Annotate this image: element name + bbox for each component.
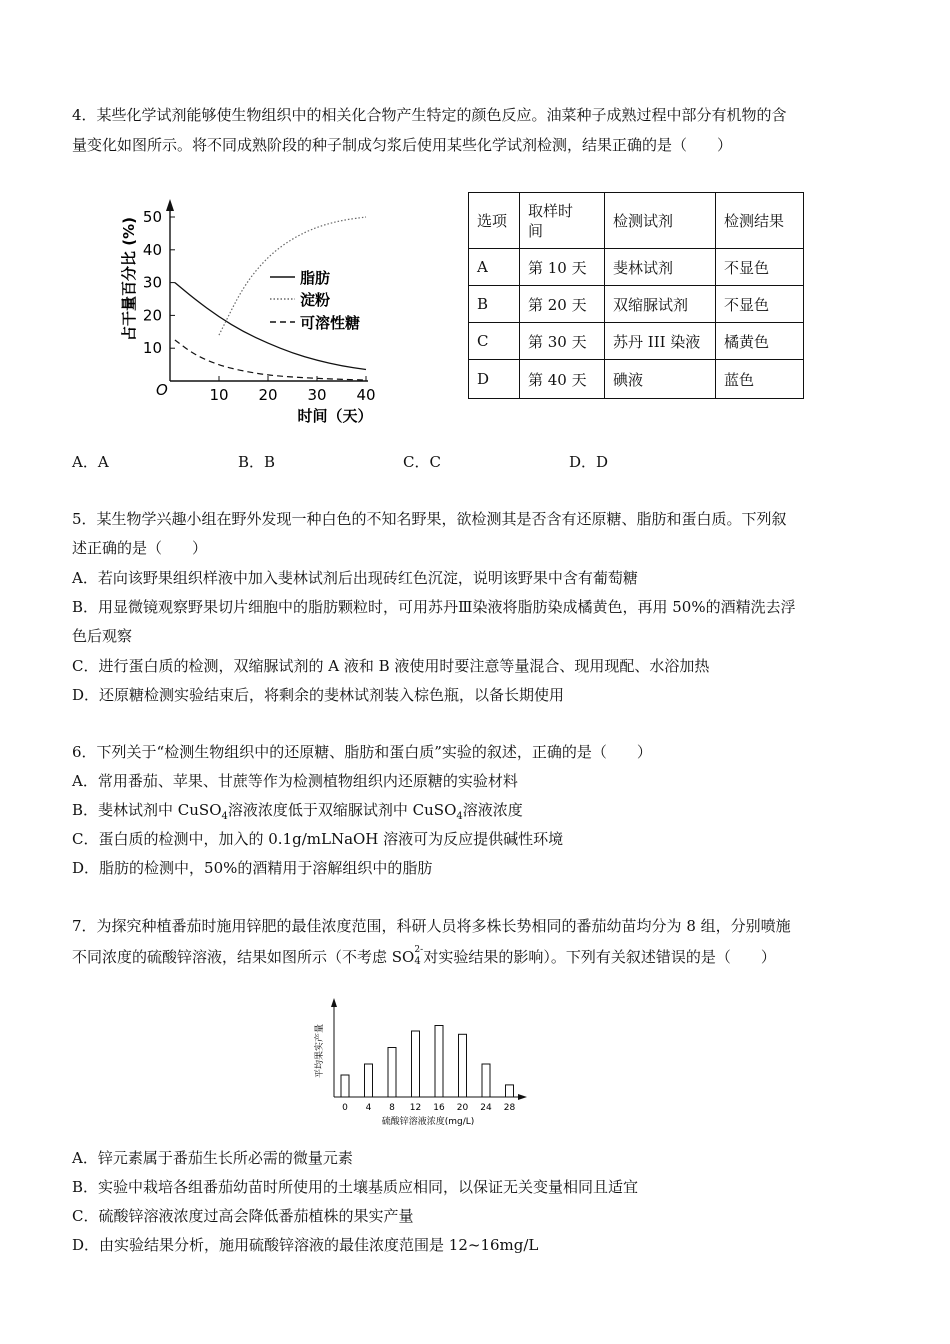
q5-stem-line-2: 述正确的是（ ） [72, 539, 208, 557]
table-cell: 第 10 天 [520, 249, 605, 286]
q7-x-tick-label: 8 [389, 1103, 395, 1113]
q4-stem-line-2: 量变化如图所示。将不同成熟阶段的种子制成匀浆后使用某些化学试剂检测，结果正确的是（ ） [72, 136, 733, 154]
q4-y-axis-label: 占干量百分比 (%) [120, 217, 138, 341]
q4-option-d[interactable]: D．D [569, 453, 609, 471]
q7-option-d[interactable]: D．由实验结果分析，施用硫酸锌溶液的最佳浓度范围是 12~16mg/L [72, 1236, 539, 1254]
q7-x-tick-label: 28 [503, 1103, 516, 1113]
q7-option-b[interactable]: B．实验中栽培各组番茄幼苗时所使用的土壤基质应相同，以保证无关变量相同且适宜 [72, 1178, 639, 1196]
table-cell: D [469, 360, 520, 399]
q7-stem-line-1: 7．为探究种植番茄时施用锌肥的最佳浓度范围，科研人员将多株长势相同的番茄幼苗均分为 8 组，分别喷施 [72, 917, 791, 935]
q7-x-tick-label: 4 [365, 1103, 372, 1113]
q7-stem-pre: 不同浓度的硫酸锌溶液，结果如图所示（不考虑 SO [72, 948, 415, 966]
q6-option-a[interactable]: A．常用番茄、苹果、甘蔗等作为检测植物组织内还原糖的实验材料 [72, 772, 518, 790]
q7-y-axis-label: 平均果实产量 [315, 1023, 325, 1079]
q5-option-c[interactable]: C．进行蛋白质的检测，双缩脲试剂的 A 液和 B 液使用时要注意等量混合、现用现配、水浴加热 [72, 657, 710, 675]
table-cell: 第 30 天 [520, 323, 605, 360]
q6-option-d[interactable]: D．脂肪的检测中，50%的酒精用于溶解组织中的脂肪 [72, 859, 433, 877]
q4-option-c[interactable]: C．C [403, 453, 441, 471]
q4-stem-line-1: 4．某些化学试剂能够使生物组织中的相关化合物产生特定的颜色反应。油菜种子成熟过程中部分有机物的含 [72, 106, 787, 124]
q4-y-tick-label: 30 [142, 273, 162, 292]
table-cell: 双缩脲试剂 [605, 286, 716, 323]
q7-bar-16 [435, 1026, 443, 1098]
q7-x-tick-label: 24 [480, 1103, 492, 1113]
q4-option-a[interactable]: A．A [72, 453, 109, 471]
q4-x-tick-label: 40 [356, 386, 376, 404]
table-cell: 不显色 [716, 249, 804, 286]
table-row [469, 249, 804, 286]
q4-line-chart [110, 195, 400, 430]
q7-bar-28 [506, 1085, 514, 1097]
q5-option-a[interactable]: A．若向该野果组织样液中加入斐林试剂后出现砖红色沉淀，说明该野果中含有葡萄糖 [72, 569, 638, 587]
q4-y-axis-arrow [166, 199, 174, 211]
q4-y-tick-label: 50 [142, 208, 162, 226]
q7-so4-sup: 2- [414, 945, 424, 955]
table-cell: 蓝色 [716, 360, 804, 399]
q7-so4-index [414, 945, 424, 967]
q7-x-axis-arrow [518, 1094, 527, 1100]
q4-y-tick-label: 10 [142, 339, 162, 358]
q4-legend-starch: 淀粉 [300, 291, 331, 309]
table-row [469, 360, 804, 399]
table-cell: C [469, 323, 520, 360]
q6-b-mid: 溶液浓度低于双缩脲试剂中 CuSO [227, 801, 457, 819]
table-cell: 橘黄色 [716, 323, 804, 360]
q7-bar-20 [459, 1034, 467, 1097]
q7-option-a[interactable]: A．锌元素属于番茄生长所必需的微量元素 [72, 1149, 353, 1167]
table-row [469, 323, 804, 360]
q6-b-sub2: 4 [456, 811, 463, 822]
q7-x-tick-label: 20 [456, 1103, 469, 1113]
q4-x-tick-label: 10 [209, 386, 229, 404]
table-header-result: 检测结果 [716, 193, 804, 249]
q6-option-c[interactable]: C．蛋白质的检测中，加入的 0.1g/mLNaOH 溶液可为反应提供碱性环境 [72, 830, 564, 848]
q7-bar-4 [365, 1064, 373, 1097]
table-header-option: 选项 [469, 193, 520, 249]
q4-legend-fat: 脂肪 [300, 269, 331, 287]
q7-stem-line-2 [72, 946, 776, 967]
q7-so4-sub: 4 [414, 956, 421, 967]
table-cell: 第 40 天 [520, 360, 605, 399]
q6-option-b[interactable] [72, 800, 523, 827]
q6-b-pre: B．斐林试剂中 CuSO [72, 801, 222, 819]
q4-y-tick-label: 20 [142, 306, 162, 325]
table-cell: A [469, 249, 520, 286]
q6-stem: 6．下列关于“检测生物组织中的还原糖、脂肪和蛋白质”实验的叙述，正确的是（ ） [72, 743, 652, 761]
q4-x-axis-label: 时间（天） [297, 407, 373, 425]
q4-legend-sugar: 可溶性糖 [300, 314, 361, 332]
table-header-reagent: 检测试剂 [605, 193, 716, 249]
q6-b-post: 溶液浓度 [462, 801, 523, 819]
q4-option-b[interactable]: B．B [238, 453, 276, 471]
q7-bar-12 [412, 1031, 420, 1097]
q7-stem-post: 对实验结果的影响）。下列有关叙述错误的是（ ） [423, 948, 776, 966]
q7-bar-0 [341, 1075, 349, 1097]
q4-origin-label: O [156, 381, 168, 399]
q6-b-sub1: 4 [221, 811, 228, 822]
q7-y-axis-arrow [331, 998, 337, 1007]
table-cell: 苏丹 III 染液 [605, 323, 716, 360]
q4-x-tick-label: 20 [258, 386, 278, 404]
table-row [469, 193, 804, 249]
q7-x-tick-label: 12 [409, 1103, 422, 1113]
table-cell: 斐林试剂 [605, 249, 716, 286]
q5-option-b[interactable]: B．用显微镜观察野果切片细胞中的脂肪颗粒时，可用苏丹Ⅲ染液将脂肪染成橘黄色，再用 50%的酒精洗去浮 [72, 598, 796, 616]
q7-bar-chart [305, 993, 545, 1133]
table-header-time-line-2: 间 [528, 221, 544, 240]
table-header-time [520, 193, 605, 249]
q4-y-tick-label: 40 [142, 240, 162, 259]
table-cell: 碘液 [605, 360, 716, 399]
q7-option-c[interactable]: C．硫酸锌溶液浓度过高会降低番茄植株的果实产量 [72, 1207, 414, 1225]
table-cell: 第 20 天 [520, 286, 605, 323]
q5-option-d[interactable]: D．还原糖检测实验结束后，将剩余的斐林试剂装入棕色瓶，以备长期使用 [72, 686, 565, 704]
q7-x-tick-label: 16 [433, 1103, 445, 1113]
q7-bar-8 [388, 1048, 396, 1098]
q7-bar-24 [482, 1064, 490, 1097]
table-cell: B [469, 286, 520, 323]
table-header-time-line-1: 取样时 [528, 201, 574, 220]
table-row [469, 286, 804, 323]
q7-x-tick-label: 0 [342, 1103, 348, 1113]
q4-x-tick-label: 30 [307, 386, 327, 404]
q4-series-sugar-line [175, 340, 366, 380]
q5-option-b-cont: 色后观察 [72, 627, 133, 645]
table-cell: 不显色 [716, 286, 804, 323]
q4-options-table [468, 192, 804, 399]
q5-stem-line-1: 5．某生物学兴趣小组在野外发现一种白色的不知名野果，欲检测其是否含有还原糖、脂肪和蛋白质。下列叙 [72, 510, 787, 528]
q7-x-axis-label: 硫酸锌溶液浓度(mg/L) [381, 1117, 475, 1127]
